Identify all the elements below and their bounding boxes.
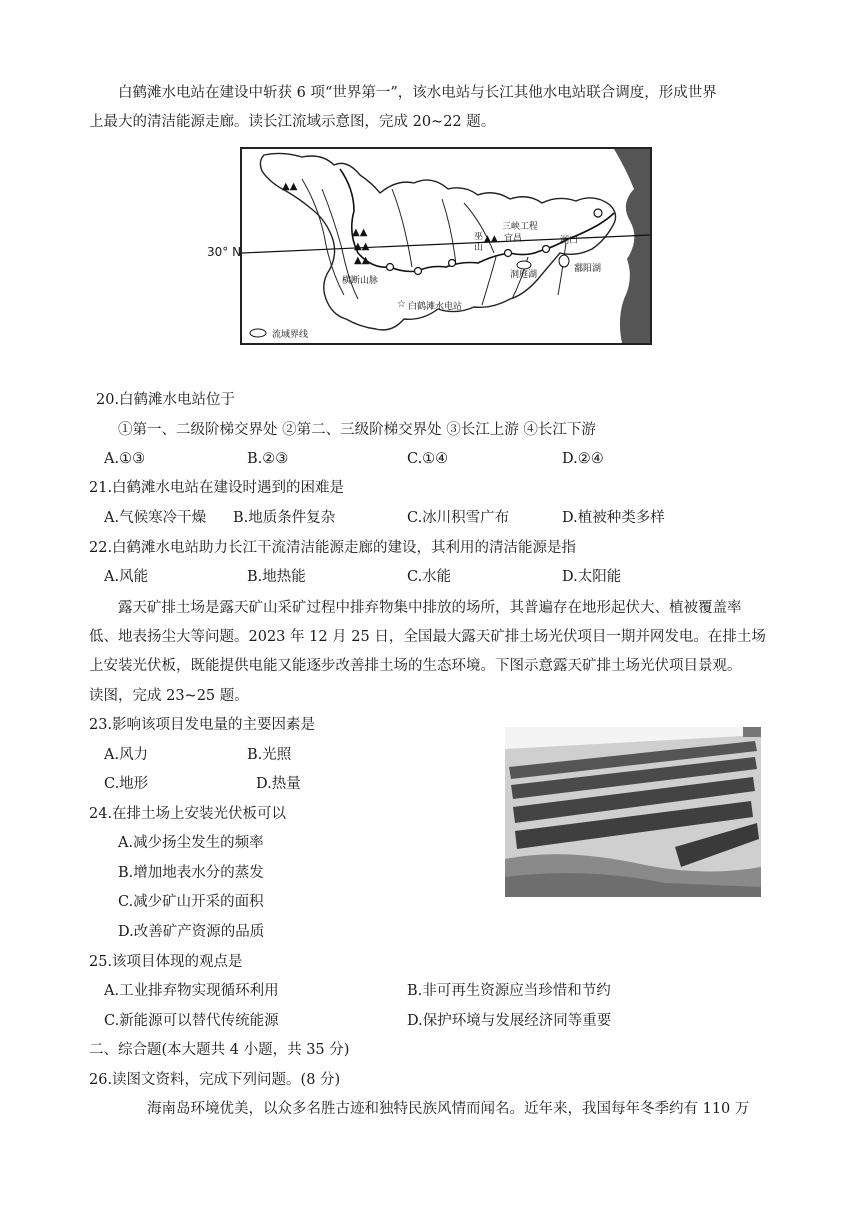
label-wu: 巫 [474, 232, 484, 242]
q20-option-d: D.②④ [562, 451, 604, 467]
latitude-label: 30° N [207, 245, 242, 259]
label-dongting: 洞庭湖 [510, 270, 538, 280]
q25-option-a: A.工业排弃物实现循环利用 [104, 983, 279, 999]
q20-sub: ①第一、二级阶梯交界处 ②第二、三级阶梯交界处 ③长江上游 ④长江下游 [118, 422, 596, 438]
station-marker [594, 209, 602, 217]
q24-option-c: C.减少矿山开采的面积 [118, 894, 264, 910]
legend-boundary-icon [250, 329, 266, 337]
q22-stem: 22.白鹤滩水电站助力长江干流清洁能源走廊的建设，其利用的清洁能源是指 [89, 540, 577, 556]
section2-heading: 二、综合题(本大题共 4 小题，共 35 分) [89, 1042, 350, 1058]
baihetan-star-icon: ☆ [397, 299, 406, 310]
q25-option-b: B.非可再生资源应当珍惜和节约 [407, 983, 611, 999]
yangtze-basin-map [240, 147, 652, 345]
q20-stem: 20.白鹤滩水电站位于 [96, 392, 236, 408]
mountain-icon: ▲▲ [352, 227, 368, 238]
q26-stem: 26.读图文资料，完成下列问题。(8 分) [89, 1072, 341, 1088]
dongting-lake [517, 261, 531, 269]
q21-option-a: A.气候寒冷干燥 [104, 510, 207, 526]
q23-option-b: B.光照 [247, 747, 292, 763]
mountain-icon: ▲▲ [484, 234, 498, 244]
q25-option-c: C.新能源可以替代传统能源 [104, 1013, 279, 1029]
mountain-icon: ▲▲ [282, 181, 298, 192]
map-svg [242, 149, 650, 343]
q22-option-a: A.风能 [104, 569, 149, 585]
station-marker [415, 268, 422, 275]
label-hukou: 湖口 [560, 236, 579, 246]
q20-option-a: A.①③ [104, 451, 146, 467]
station-marker [543, 246, 550, 253]
tributary [482, 257, 496, 305]
intro2-line4: 读图，完成 23~25 题。 [89, 688, 249, 704]
intro2-line3: 上安装光伏板，既能提供电能又能逐步改善排土场的生态环境。下图示意露天矿排土场光伏项目景观。 [89, 658, 742, 674]
tributary [302, 179, 344, 295]
q23-option-c: C.地形 [104, 776, 149, 792]
intro1-line2: 上最大的清洁能源走廊。读长江流域示意图，完成 20~22 题。 [89, 114, 496, 130]
q22-option-d: D.太阳能 [562, 569, 622, 585]
label-shan: 山 [474, 243, 484, 253]
q22-option-b: B.地热能 [247, 569, 306, 585]
q20-option-c: C.①④ [407, 451, 449, 467]
q23-option-a: A.风力 [104, 747, 149, 763]
poyang-lake [559, 255, 569, 267]
q23-stem: 23.影响该项目发电量的主要因素是 [89, 717, 316, 733]
q21-option-d: D.植被种类多样 [562, 510, 665, 526]
sea-area [614, 149, 650, 343]
q21-option-b: B.地质条件复杂 [233, 510, 336, 526]
q21-stem: 21.白鹤滩水电站在建设时遇到的困难是 [89, 480, 345, 496]
solar-project-photo [505, 727, 761, 897]
mountain-icon: ▲▲ [354, 255, 370, 266]
intro2-line1: 露天矿排土场是露天矿山采矿过程中排弃物集中排放的场所，其普遍存在地形起伏大、植被覆盖率 [118, 600, 742, 616]
label-yichang: 宜昌 [504, 234, 523, 244]
intro2-line2: 低、地表扬尘大等问题。2023 年 12 月 25 日，全国最大露天矿排土场光伏项目一期并网发电。在排土场 [89, 629, 766, 645]
tributary [392, 189, 412, 267]
label-hengduan: 横断山脉 [342, 276, 379, 286]
q23-option-d: D.热量 [256, 776, 301, 792]
station-marker [449, 260, 456, 267]
station-marker [505, 250, 512, 257]
q26-text: 海南岛环境优美，以众多名胜古迹和独特民族风情而闻名。近年来，我国每年冬季约有 110 万 [147, 1101, 750, 1117]
photo-svg [505, 727, 761, 897]
station-marker [387, 264, 394, 271]
mountain-icon: ▲▲ [354, 241, 370, 252]
tributary [442, 199, 456, 265]
intro1-line1: 白鹤滩水电站在建设中斩获 6 项“世界第一”，该水电站与长江其他水电站联合调度，形成世界 [118, 85, 717, 101]
tributary [558, 243, 566, 295]
q24-option-a: A.减少扬尘发生的频率 [118, 835, 264, 851]
q25-stem: 25.该项目体现的观点是 [89, 954, 243, 970]
label-poyang: 鄱阳湖 [574, 264, 602, 274]
q20-option-b: B.②③ [247, 451, 289, 467]
q24-option-b: B.增加地表水分的蒸发 [118, 865, 264, 881]
q25-option-d: D.保护环境与发展经济同等重要 [407, 1013, 612, 1029]
label-baihetan: 白鹤滩水电站 [408, 302, 463, 312]
q24-stem: 24.在排土场上安装光伏板可以 [89, 806, 287, 822]
legend-label: 流域界线 [272, 330, 309, 340]
label-sanxia: 三峡工程 [502, 222, 539, 232]
q22-option-c: C.水能 [407, 569, 452, 585]
q24-option-d: D.改善矿产资源的品质 [118, 924, 265, 940]
q21-option-c: C.冰川积雪广布 [407, 510, 510, 526]
